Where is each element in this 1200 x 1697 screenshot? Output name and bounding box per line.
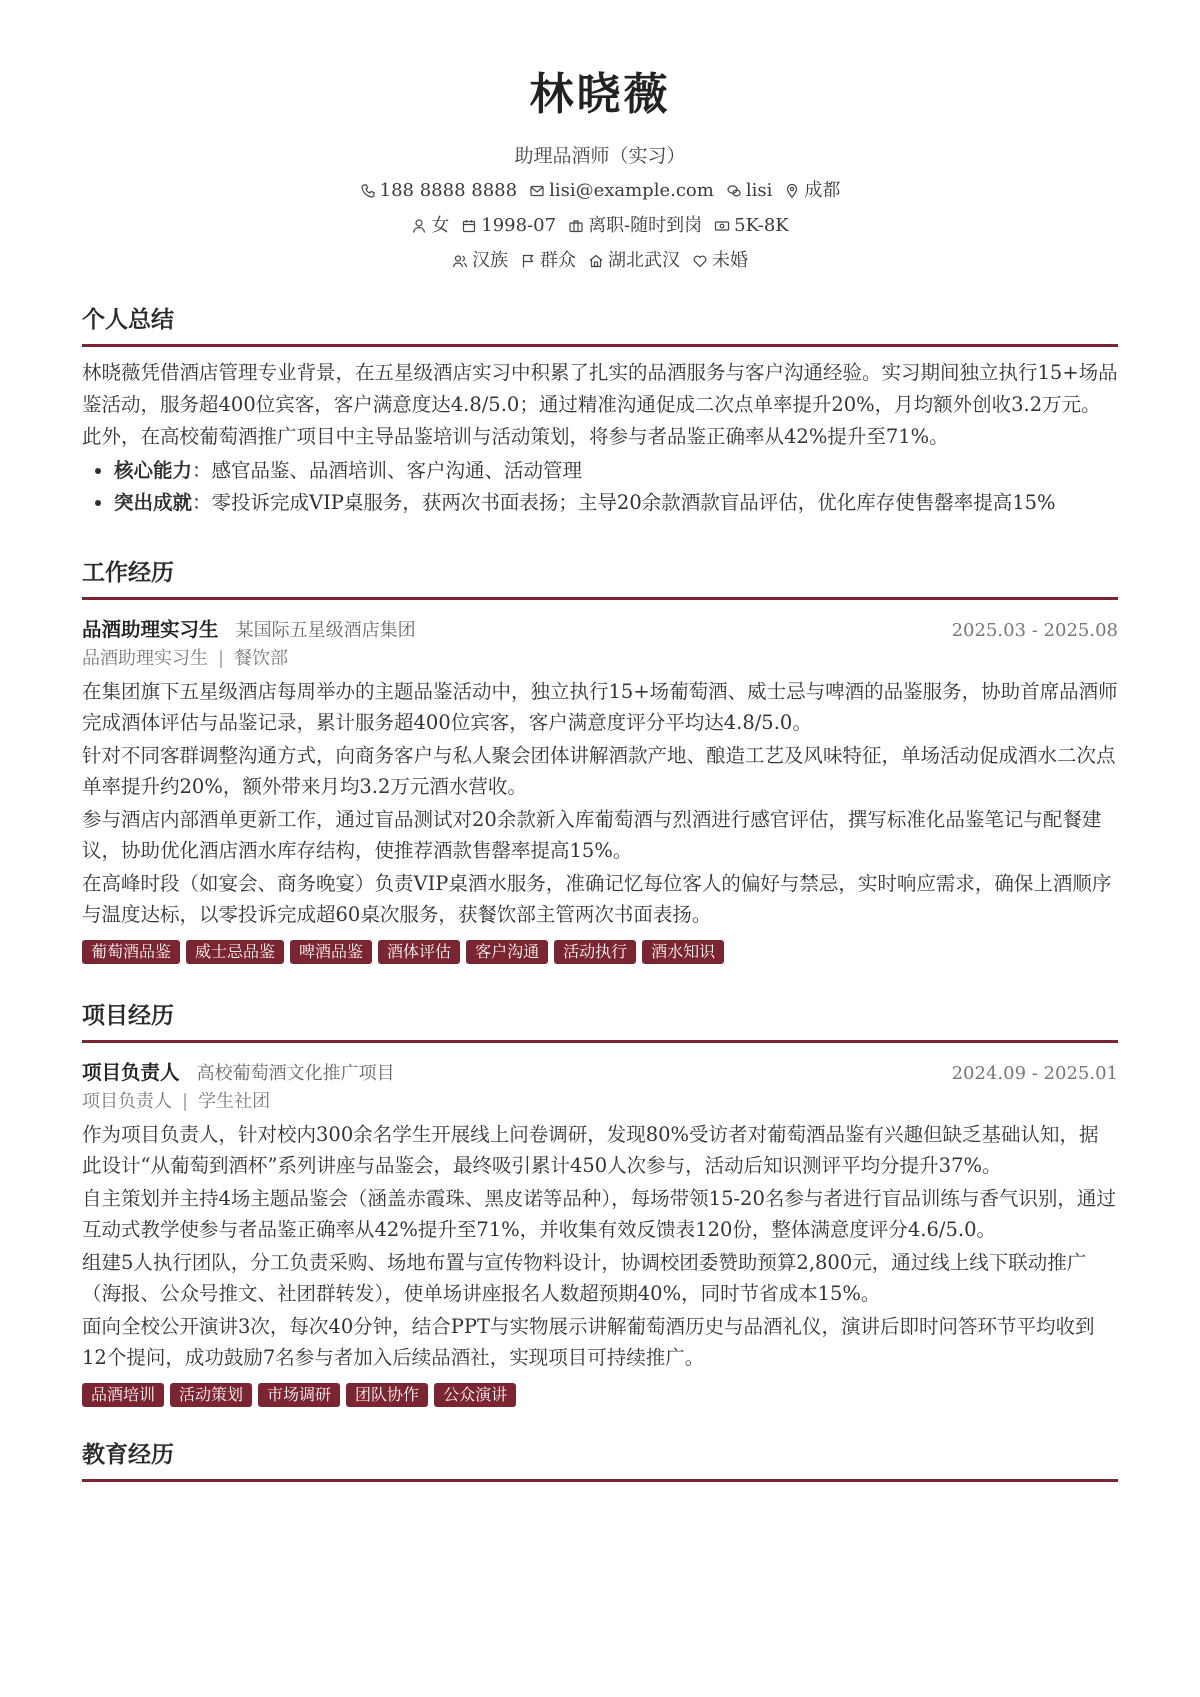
summary-title: 个人总结 (82, 304, 1118, 347)
project-subtitle (82, 1087, 1118, 1117)
work-section (82, 557, 1118, 964)
summary-section (82, 304, 1118, 519)
work-paragraph: 针对不同客群调整沟通方式，向商务客户与私人聚会团体讲解酒款产地、酿造工艺及风味特征，单场活动促成酒水二次点单率提升约20%，额外带来月均3.2万元酒水营收。 (82, 744, 1116, 798)
skill-tag: 团队协作 (346, 1383, 428, 1407)
ethnicity-text: 汉族 (472, 250, 508, 271)
skill-tag: 葡萄酒品鉴 (82, 940, 180, 964)
work-tags (82, 940, 1118, 964)
flag-icon (520, 253, 536, 269)
heart-icon (692, 253, 708, 269)
skill-tag: 酒水知识 (642, 940, 724, 964)
skill-tag: 活动执行 (554, 940, 636, 964)
summary-bullet-achievement (114, 487, 1118, 519)
work-org: 某国际五星级酒店集团 (235, 620, 416, 641)
work-sub-role: 品酒助理实习生 (82, 648, 208, 669)
contact-email[interactable] (529, 178, 714, 204)
bullet-label: 核心能力 (114, 459, 193, 482)
marital-text: 未婚 (712, 250, 748, 271)
location-pin-icon (784, 183, 800, 199)
salary-text: 5K-8K (734, 215, 789, 236)
contact-ethnicity (452, 248, 508, 274)
location-text: 成都 (804, 180, 841, 201)
skill-tag: 市场调研 (258, 1383, 340, 1407)
work-subtitle (82, 644, 1118, 674)
contact-row-1 (82, 178, 1118, 204)
wechat-icon (726, 183, 742, 199)
separator: | (182, 1091, 189, 1112)
work-entry-header (82, 614, 1118, 642)
project-dept: 学生社团 (198, 1091, 271, 1112)
briefcase-icon (568, 218, 584, 234)
work-paragraph: 在高峰时段（如宴会、商务晚宴）负责VIP桌酒水服务，准确记忆每位客人的偏好与禁忌，实时响应需求，确保上酒顺序与温度达标，以零投诉完成超60桌次服务，获餐饮部主管两次书面表扬。 (82, 872, 1112, 926)
bullet-text: ：感官品鉴、品酒培训、客户沟通、活动管理 (192, 459, 583, 482)
work-dept: 餐饮部 (234, 648, 289, 669)
contact-gender (411, 213, 449, 239)
project-paragraph: 作为项目负责人，针对校内300余名学生开展线上问卷调研，发现80%受访者对葡萄酒品鉴有兴趣但缺乏基础认知，据此设计“从葡萄到酒杯”系列讲座与品鉴会，最终吸引累计450人次参与，活动后知识测评平均分提升37%。 (82, 1123, 1099, 1177)
candidate-name: 林晓薇 (529, 69, 671, 120)
work-date: 2025.03 - 2025.08 (951, 620, 1118, 641)
contact-hometown (588, 248, 680, 274)
hometown-text: 湖北武汉 (608, 250, 680, 271)
money-icon (714, 218, 730, 234)
user-icon (411, 218, 427, 234)
status-text: 离职-随时到岗 (588, 215, 703, 236)
summary-paragraph: 林晓薇凭借酒店管理专业背景，在五星级酒店实习中积累了扎实的品酒服务与客户沟通经验。实习期间独立执行15+场品鉴活动，服务超400位宾客，客户满意度达4.8/5.0；通过精准沟通促成二次点单率提升20%，月均额外创收3.2万元。此外，在高校葡萄酒推广项目中主导品鉴培训与活动策划，将参与者品鉴正确率从42%提升至71%。 (82, 361, 1118, 448)
separator: | (218, 648, 225, 669)
skill-tag: 啤酒品鉴 (290, 940, 372, 964)
project-sub-role: 项目负责人 (82, 1091, 172, 1112)
project-paragraph: 自主策划并主持4场主题品鉴会（涵盖赤霞珠、黑皮诺等品种），每场带领15-20名参与者进行盲品训练与香气识别，通过互动式教学使参与者品鉴正确率从42%提升至71%，并收集有效反馈表120份，整体满意度评分4.6/5.0。 (82, 1187, 1116, 1241)
contact-status (568, 213, 702, 239)
contact-phone[interactable] (360, 178, 517, 204)
summary-bullet-core (114, 455, 1118, 487)
mail-icon (529, 183, 545, 199)
summary-bullets (82, 455, 1118, 519)
contact-wechat[interactable] (726, 178, 773, 204)
skill-tag: 威士忌品鉴 (186, 940, 284, 964)
skill-tag: 品酒培训 (82, 1383, 164, 1407)
phone-text: 188 8888 8888 (379, 180, 518, 201)
contact-politics (520, 248, 576, 274)
project-entry-header (82, 1057, 1118, 1085)
email-text: lisi@example.com (549, 180, 714, 201)
phone-icon (360, 183, 376, 199)
home-icon (588, 253, 604, 269)
work-title: 工作经历 (82, 557, 1118, 600)
contact-salary (714, 213, 789, 239)
calendar-icon (461, 218, 477, 234)
users-icon (452, 253, 468, 269)
project-paragraph: 组建5人执行团队，分工负责采购、场地布置与宣传物料设计，协调校团委赞助预算2,800元，通过线上线下联动推广（海报、公众号推文、社团群转发），使单场讲座报名人数超预期40%，同时节省成本15%。 (82, 1251, 1087, 1305)
project-date: 2024.09 - 2025.01 (951, 1063, 1118, 1084)
work-paragraph: 在集团旗下五星级酒店每周举办的主题品鉴活动中，独立执行15+场葡萄酒、威士忌与啤酒的品鉴服务，协助首席品酒师完成酒体评估与品鉴记录，累计服务超400位宾客，客户满意度评分平均达4.8/5.0。 (82, 680, 1118, 734)
project-section (82, 1000, 1118, 1407)
resume-header (82, 0, 1118, 274)
politics-text: 群众 (540, 250, 576, 271)
work-paragraph: 参与酒店内部酒单更新工作，通过盲品测试对20余款新入库葡萄酒与烈酒进行感官评估，撰写标准化品鉴笔记与配餐建议，协助优化酒店酒水库存结构，使推荐酒款售罄率提高15%。 (82, 808, 1102, 862)
job-title: 助理品酒师（实习） (514, 145, 686, 167)
skill-tag: 客户沟通 (466, 940, 548, 964)
skill-tag: 公众演讲 (434, 1383, 516, 1407)
bullet-text: ：零投诉完成VIP桌服务，获两次书面表扬；主导20余款酒款盲品评估，优化库存使售罄率提高15% (192, 491, 1056, 514)
birth-text: 1998-07 (481, 215, 557, 236)
education-title: 教育经历 (82, 1439, 1118, 1482)
contact-marital (692, 248, 748, 274)
education-section (82, 1439, 1118, 1482)
gender-text: 女 (431, 215, 450, 236)
skill-tag: 活动策划 (170, 1383, 252, 1407)
skill-tag: 酒体评估 (378, 940, 460, 964)
wechat-text: lisi (745, 180, 773, 201)
project-org: 高校葡萄酒文化推广项目 (196, 1063, 395, 1084)
work-role: 品酒助理实习生 (82, 618, 219, 641)
project-paragraph: 面向全校公开演讲3次，每次40分钟，结合PPT与实物展示讲解葡萄酒历史与品酒礼仪，演讲后即时问答环节平均收到12个提问，成功鼓励7名参与者加入后续品酒社，实现项目可持续推广。 (82, 1315, 1095, 1369)
contact-row-3 (82, 248, 1118, 274)
project-tags (82, 1383, 1118, 1407)
project-title: 项目经历 (82, 1000, 1118, 1043)
contact-location (784, 178, 840, 204)
project-role: 项目负责人 (82, 1061, 180, 1084)
bullet-label: 突出成就 (114, 491, 193, 514)
contact-birth (461, 213, 556, 239)
contact-row-2 (82, 213, 1118, 239)
